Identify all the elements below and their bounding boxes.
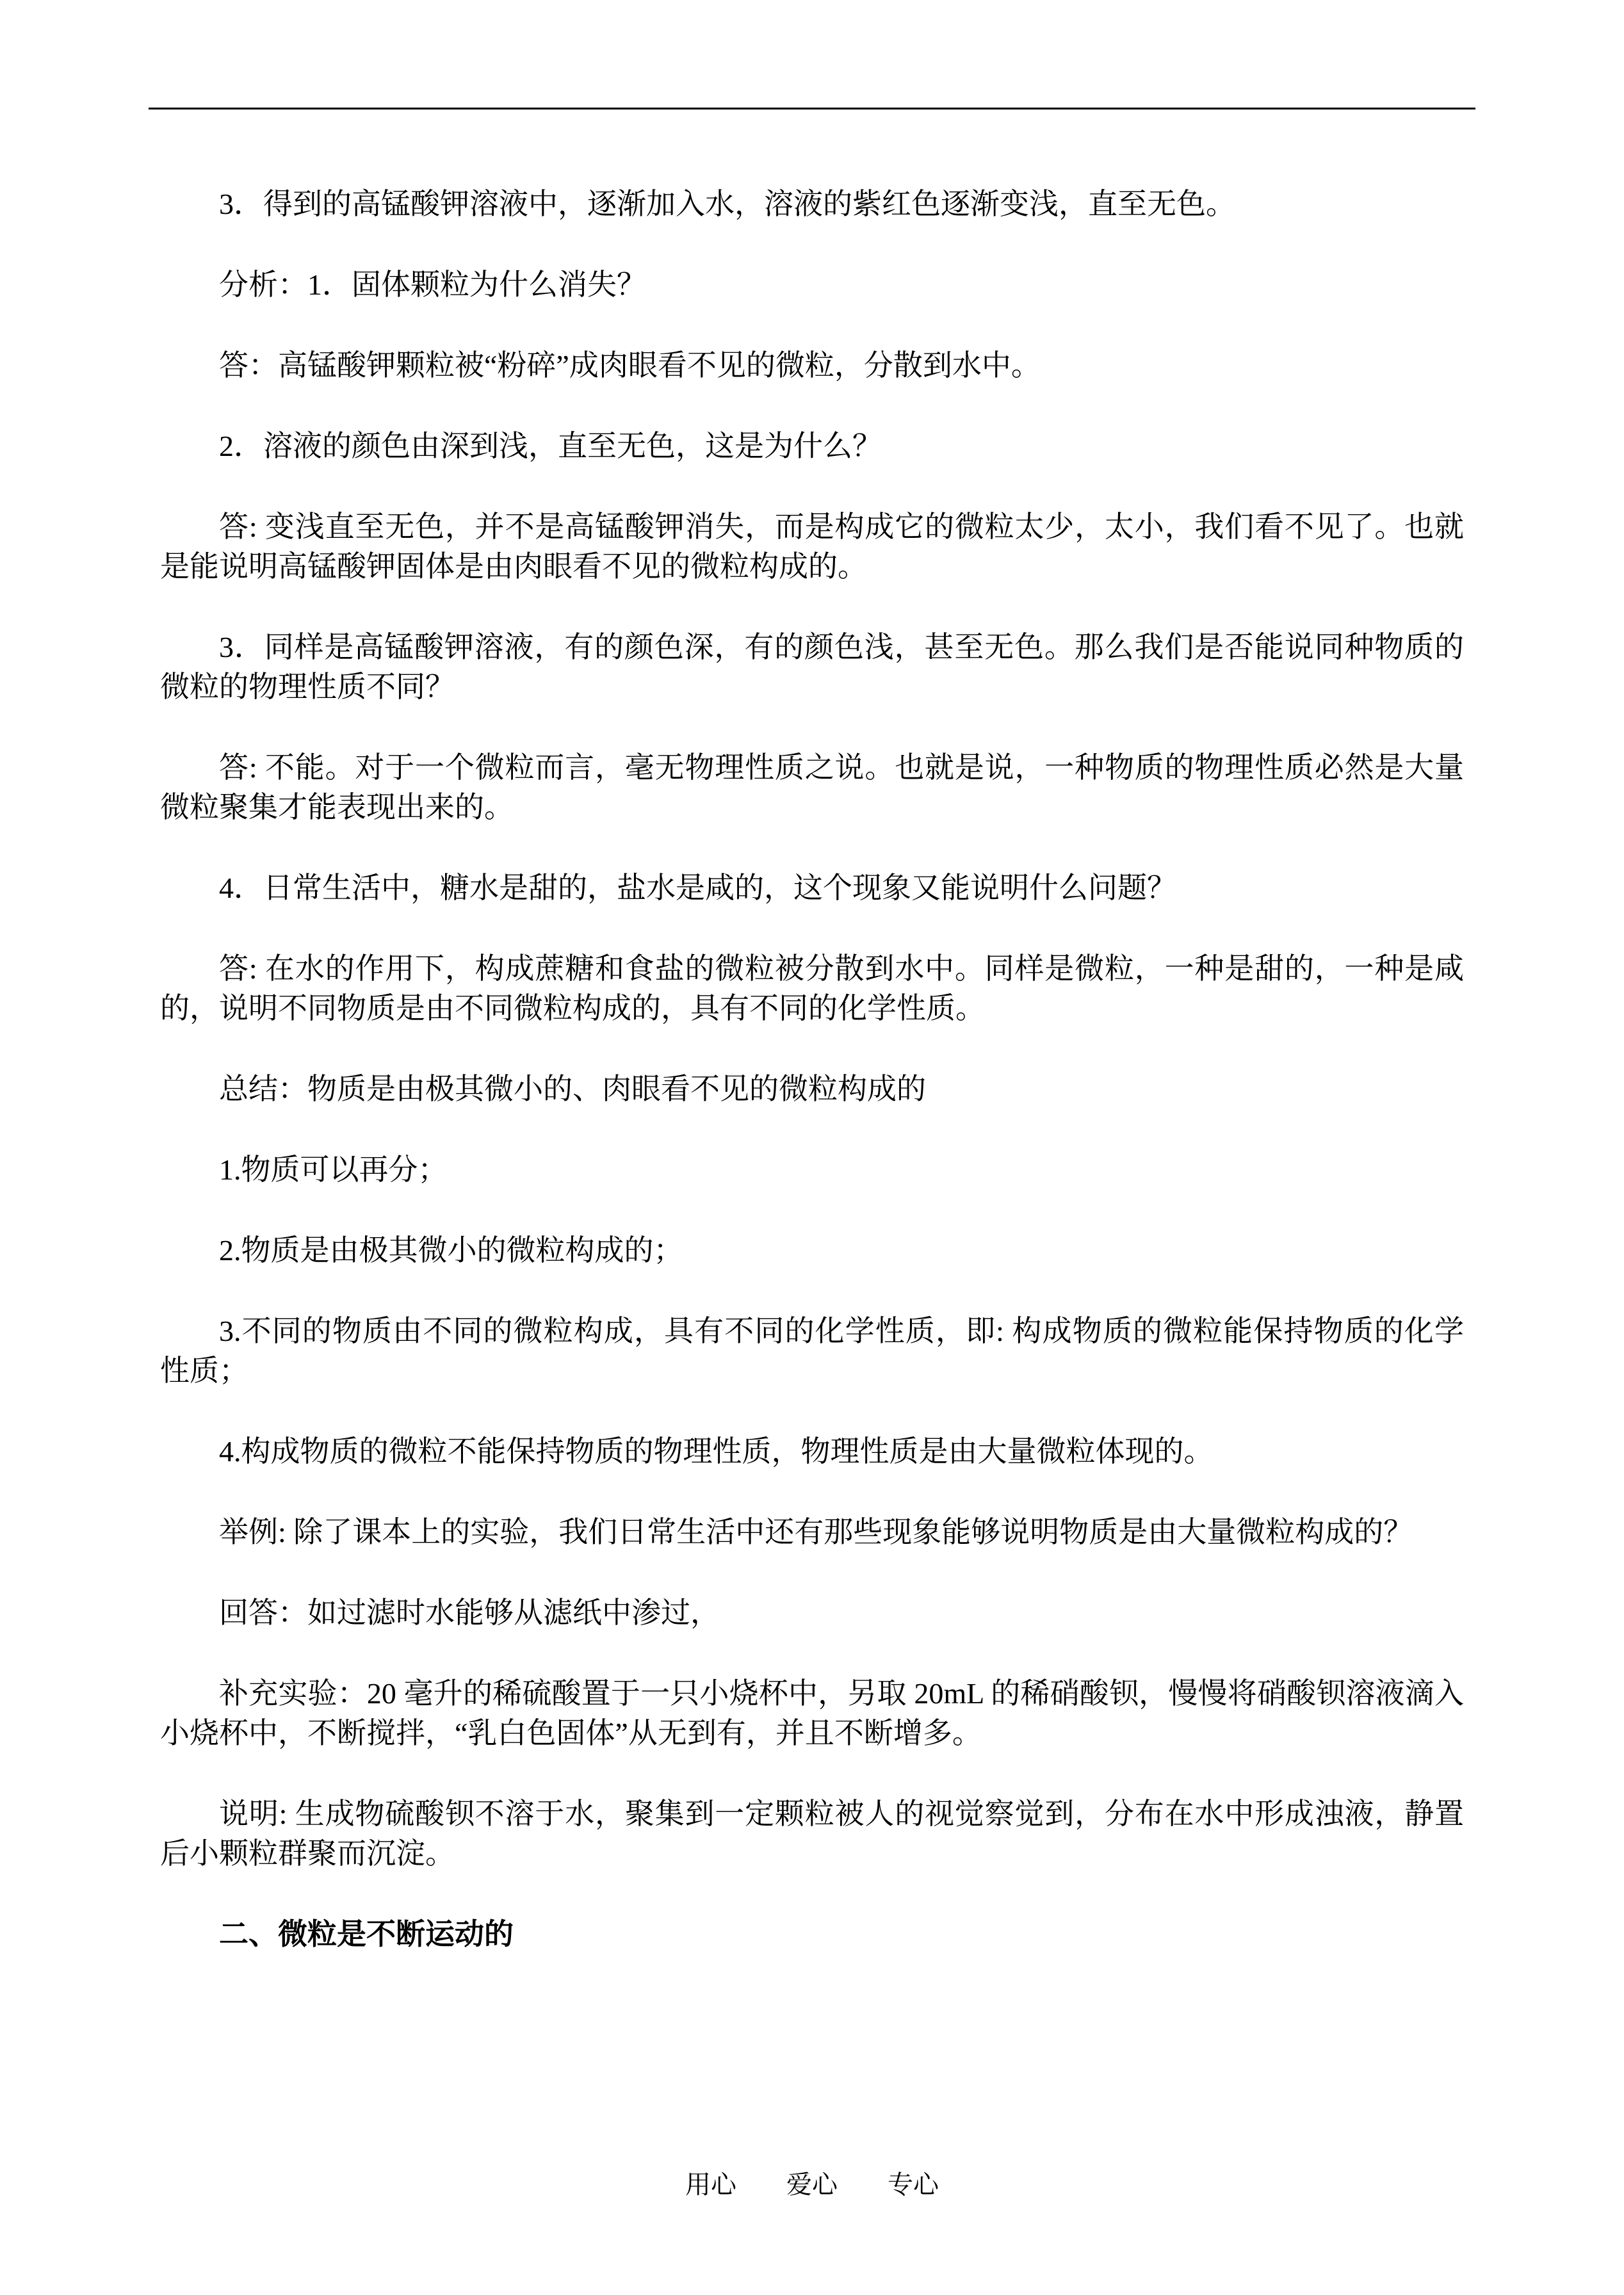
paragraph: 2.物质是由极其微小的微粒构成的； <box>219 1234 683 1267</box>
paragraph: 说明: 生成物硫酸钡不溶于水，聚集到一定颗粒被人的视觉察觉到，分布在水中形成浊液，静置后小颗粒群聚而沉淀。 <box>160 1797 1464 1870</box>
page-footer <box>0 2169 1624 2200</box>
header-rule <box>149 108 1475 109</box>
paragraph: 2．溶液的颜色由深到浅，直至无色，这是为什么？ <box>219 430 882 462</box>
footer-word: 用心 <box>685 2170 736 2199</box>
paragraph: 答: 不能。对于一个微粒而言，毫无物理性质之说。也就是说，一种物质的物理性质必然是大量微粒聚集才能表现出来的。 <box>160 751 1464 823</box>
paragraph: 分析：1．固体颗粒为什么消失？ <box>219 268 646 301</box>
paragraph: 举例: 除了课本上的实验，我们日常生活中还有那些现象能够说明物质是由大量微粒构成的？ <box>219 1516 1413 1548</box>
footer-word: 专心 <box>888 2170 939 2199</box>
paragraph: 答: 在水的作用下，构成蔗糖和食盐的微粒被分散到水中。同样是微粒，一种是甜的，一种是咸的，说明不同物质是由不同微粒构成的，具有不同的化学性质。 <box>160 952 1464 1025</box>
paragraph: 答：高锰酸钾颗粒被“粉碎”成肉眼看不见的微粒，分散到水中。 <box>219 349 1041 382</box>
paragraph: 4.构成物质的微粒不能保持物质的物理性质，物理性质是由大量微粒体现的。 <box>219 1435 1214 1468</box>
paragraph: 3．同样是高锰酸钾溶液，有的颜色深，有的颜色浅，甚至无色。那么我们是否能说同种物质的微粒的物理性质不同？ <box>160 631 1464 703</box>
paragraph: 3.不同的物质由不同的微粒构成，具有不同的化学性质，即: 构成物质的微粒能保持物质的化学性质； <box>160 1315 1464 1387</box>
paragraph: 总结：物质是由极其微小的、肉眼看不见的微粒构成的 <box>219 1073 926 1105</box>
paragraph: 3．得到的高锰酸钾溶液中，逐渐加入水，溶液的紫红色逐渐变浅，直至无色。 <box>219 188 1235 220</box>
paragraph: 1.物质可以再分； <box>219 1153 448 1186</box>
document-content <box>160 184 1464 1995</box>
paragraph: 答: 变浅直至无色，并不是高锰酸钾消失，而是构成它的微粒太少，太小，我们看不见了。也就是能说明高锰酸钾固体是由肉眼看不见的微粒构成的。 <box>160 510 1464 583</box>
footer-word: 爱心 <box>786 2170 838 2199</box>
section-heading: 二、微粒是不断运动的 <box>219 1918 514 1950</box>
paragraph: 4．日常生活中，糖水是甜的，盐水是咸的，这个现象又能说明什么问题？ <box>219 872 1176 904</box>
paragraph: 回答：如过滤时水能够从滤纸中渗过， <box>219 1596 720 1629</box>
paragraph: 补充实验：20 毫升的稀硫酸置于一只小烧杯中，另取 20mL 的稀硝酸钡，慢慢将硝酸钡溶液滴入小烧杯中，不断搅拌，“乳白色固体”从无到有，并且不断增多。 <box>160 1677 1465 1749</box>
